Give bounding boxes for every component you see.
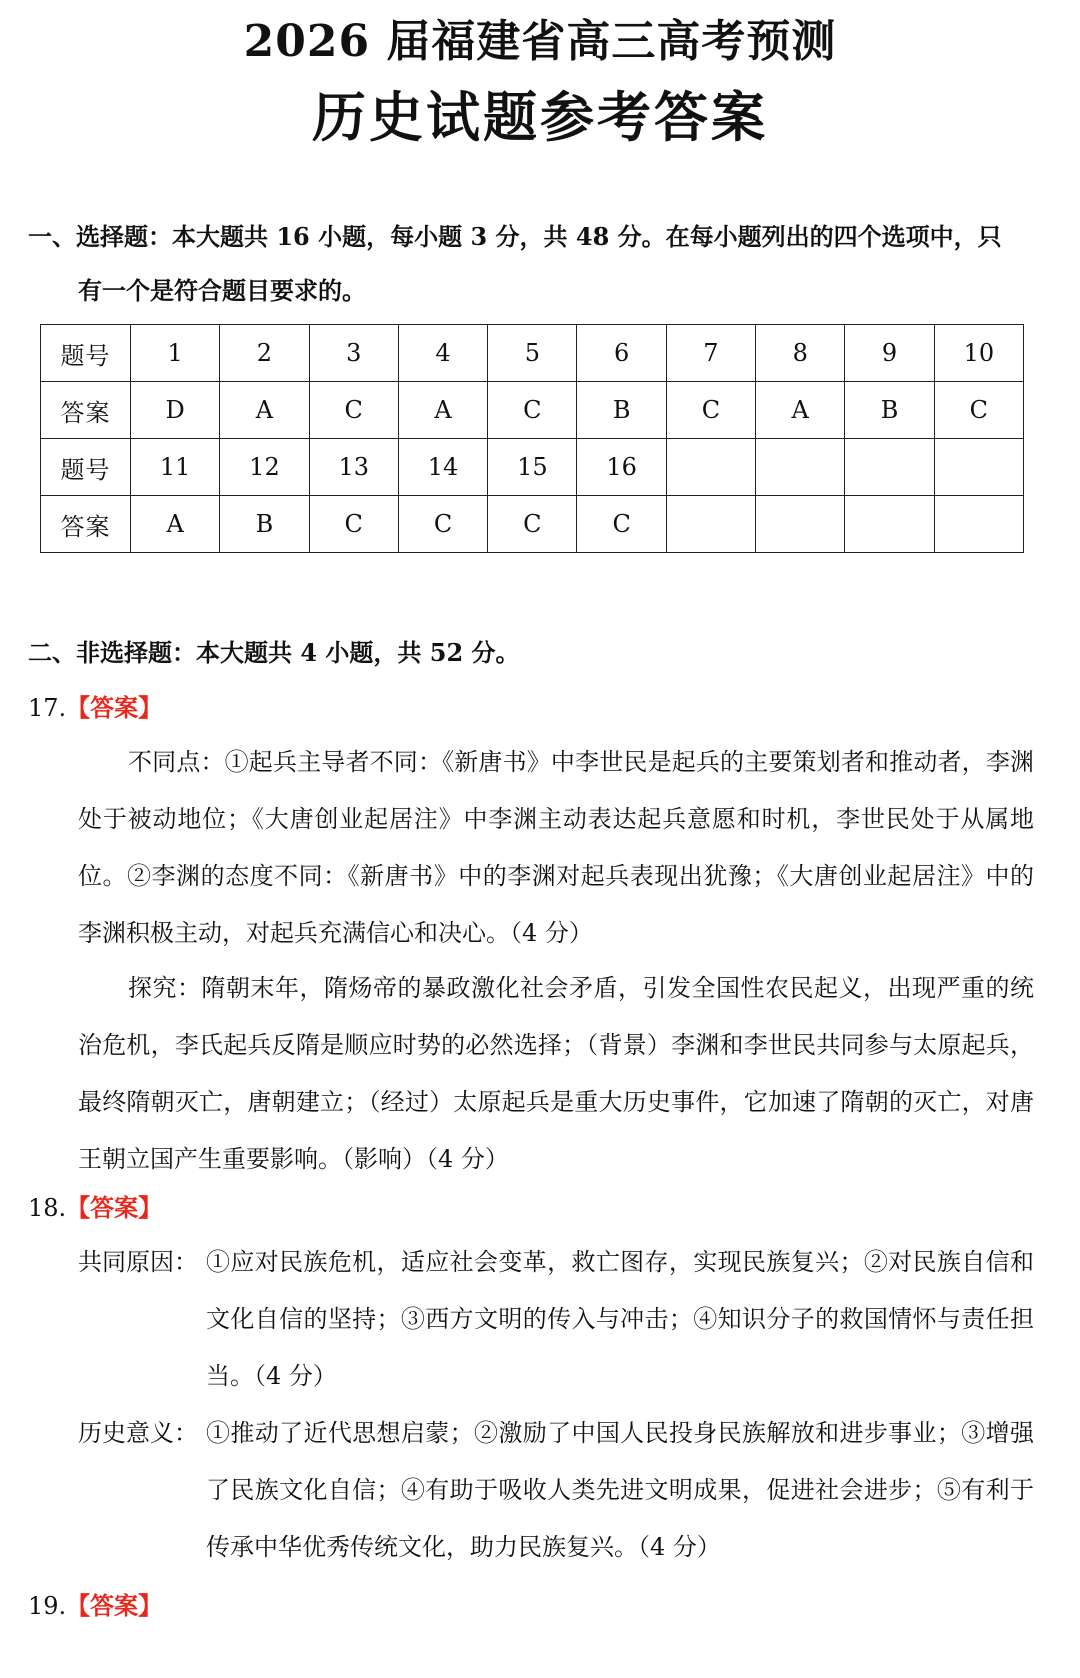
q17-answer-tag: 【答案】 xyxy=(66,693,163,722)
section1-heading: 一、选择题：本大题共 16 小题，每小题 3 分，共 48 分。在每小题列出的四个选项中，只 xyxy=(28,222,1002,251)
answer-cell xyxy=(666,496,755,553)
answer-cell: C xyxy=(309,496,398,553)
question-number-cell xyxy=(934,439,1023,496)
question-number-cell: 6 xyxy=(577,325,666,382)
q18-heading xyxy=(28,1191,162,1225)
exam-subtitle: 历史试题参考答案 xyxy=(312,85,768,149)
row-label-answer: 答案 xyxy=(41,496,131,553)
answer-cell: B xyxy=(845,382,934,439)
q18-answer-tag: 【答案】 xyxy=(66,1193,163,1222)
row-label-number: 题号 xyxy=(41,325,131,382)
q18-significance-label: 历史意义： xyxy=(78,1419,198,1447)
q17-exploration-paragraph: 探究：隋朝末年，隋炀帝的暴政激化社会矛盾，引发全国性农民起义，出现严重的统治危机，李氏起兵反隋是顺应时势的必然选择；（背景）李渊和李世民共同参与太原起兵，最终隋朝灭亡，唐朝建立；（经过）太原起兵是重大历史事件，它加速了隋朝的灭亡，对唐王朝立国产生重要影响。（影响）（4 分） xyxy=(78,974,1034,1173)
question-number-cell: 2 xyxy=(220,325,309,382)
q17-differences-paragraph: 不同点：①起兵主导者不同：《新唐书》中李世民是起兵的主要策划者和推动者，李渊处于被动地位；《大唐创业起居注》中李渊主动表达起兵意愿和时机，李世民处于从属地位。②李渊的态度不同：《新唐书》中的李渊对起兵表现出犹豫；《大唐创业起居注》中的李渊积极主动，对起兵充满信心和决心。（4 分） xyxy=(78,748,1034,947)
answer-cell: C xyxy=(488,382,577,439)
answer-cell: A xyxy=(756,382,845,439)
table-row xyxy=(41,325,1024,382)
answer-cell: C xyxy=(398,496,487,553)
answer-cell: B xyxy=(220,496,309,553)
question-number-cell: 5 xyxy=(488,325,577,382)
answer-cell: C xyxy=(488,496,577,553)
answer-cell xyxy=(756,496,845,553)
q17-number: 17. xyxy=(28,694,67,722)
q18-significance-text: ①推动了近代思想启蒙；②激励了中国人民投身民族解放和进步事业；③增强了民族文化自信；④有助于吸收人类先进文明成果，促进社会进步；⑤有利于传承中华优秀传统文化，助力民族复兴。（4 分） xyxy=(206,1419,1034,1561)
answer-cell: B xyxy=(577,382,666,439)
answer-cell xyxy=(845,496,934,553)
table-row xyxy=(41,496,1024,553)
answer-cell: C xyxy=(666,382,755,439)
q19-heading xyxy=(28,1589,162,1623)
question-number-cell: 15 xyxy=(488,439,577,496)
question-number-cell: 14 xyxy=(398,439,487,496)
row-label-answer: 答案 xyxy=(41,382,131,439)
q18-historical-significance xyxy=(78,1405,1034,1576)
question-number-cell: 16 xyxy=(577,439,666,496)
q18-common-causes-text: ①应对民族危机，适应社会变革，救亡图存，实现民族复兴；②对民族自信和文化自信的坚持；③西方文明的传入与冲击；④知识分子的救国情怀与责任担当。（4 分） xyxy=(206,1248,1034,1390)
q18-number: 18. xyxy=(28,1194,67,1222)
question-number-cell: 10 xyxy=(934,325,1023,382)
q18-common-causes xyxy=(78,1234,1034,1405)
choice-answer-table xyxy=(40,324,1024,553)
question-number-cell xyxy=(666,439,755,496)
q19-number: 19. xyxy=(28,1592,67,1620)
table-row xyxy=(41,382,1024,439)
answer-cell: D xyxy=(131,382,220,439)
question-number-cell: 4 xyxy=(398,325,487,382)
table-row xyxy=(41,439,1024,496)
row-label-number: 题号 xyxy=(41,439,131,496)
question-number-cell: 13 xyxy=(309,439,398,496)
section2-heading: 二、非选择题：本大题共 4 小题，共 52 分。 xyxy=(28,638,520,667)
q17-heading xyxy=(28,691,162,725)
answer-cell: C xyxy=(309,382,398,439)
question-number-cell: 8 xyxy=(756,325,845,382)
question-number-cell xyxy=(845,439,934,496)
question-number-cell xyxy=(756,439,845,496)
exam-title: 2026 届福建省高三高考预测 xyxy=(243,16,837,67)
answer-cell: C xyxy=(934,382,1023,439)
question-number-cell: 3 xyxy=(309,325,398,382)
answer-cell: A xyxy=(398,382,487,439)
question-number-cell: 7 xyxy=(666,325,755,382)
section1-heading-cont: 有一个是符合题目要求的。 xyxy=(78,276,366,305)
q19-answer-tag: 【答案】 xyxy=(66,1591,163,1620)
q18-common-causes-label: 共同原因： xyxy=(78,1248,198,1276)
question-number-cell: 11 xyxy=(131,439,220,496)
question-number-cell: 12 xyxy=(220,439,309,496)
answer-cell xyxy=(934,496,1023,553)
answer-cell: A xyxy=(131,496,220,553)
answer-cell: A xyxy=(220,382,309,439)
answer-cell: C xyxy=(577,496,666,553)
question-number-cell: 9 xyxy=(845,325,934,382)
question-number-cell: 1 xyxy=(131,325,220,382)
